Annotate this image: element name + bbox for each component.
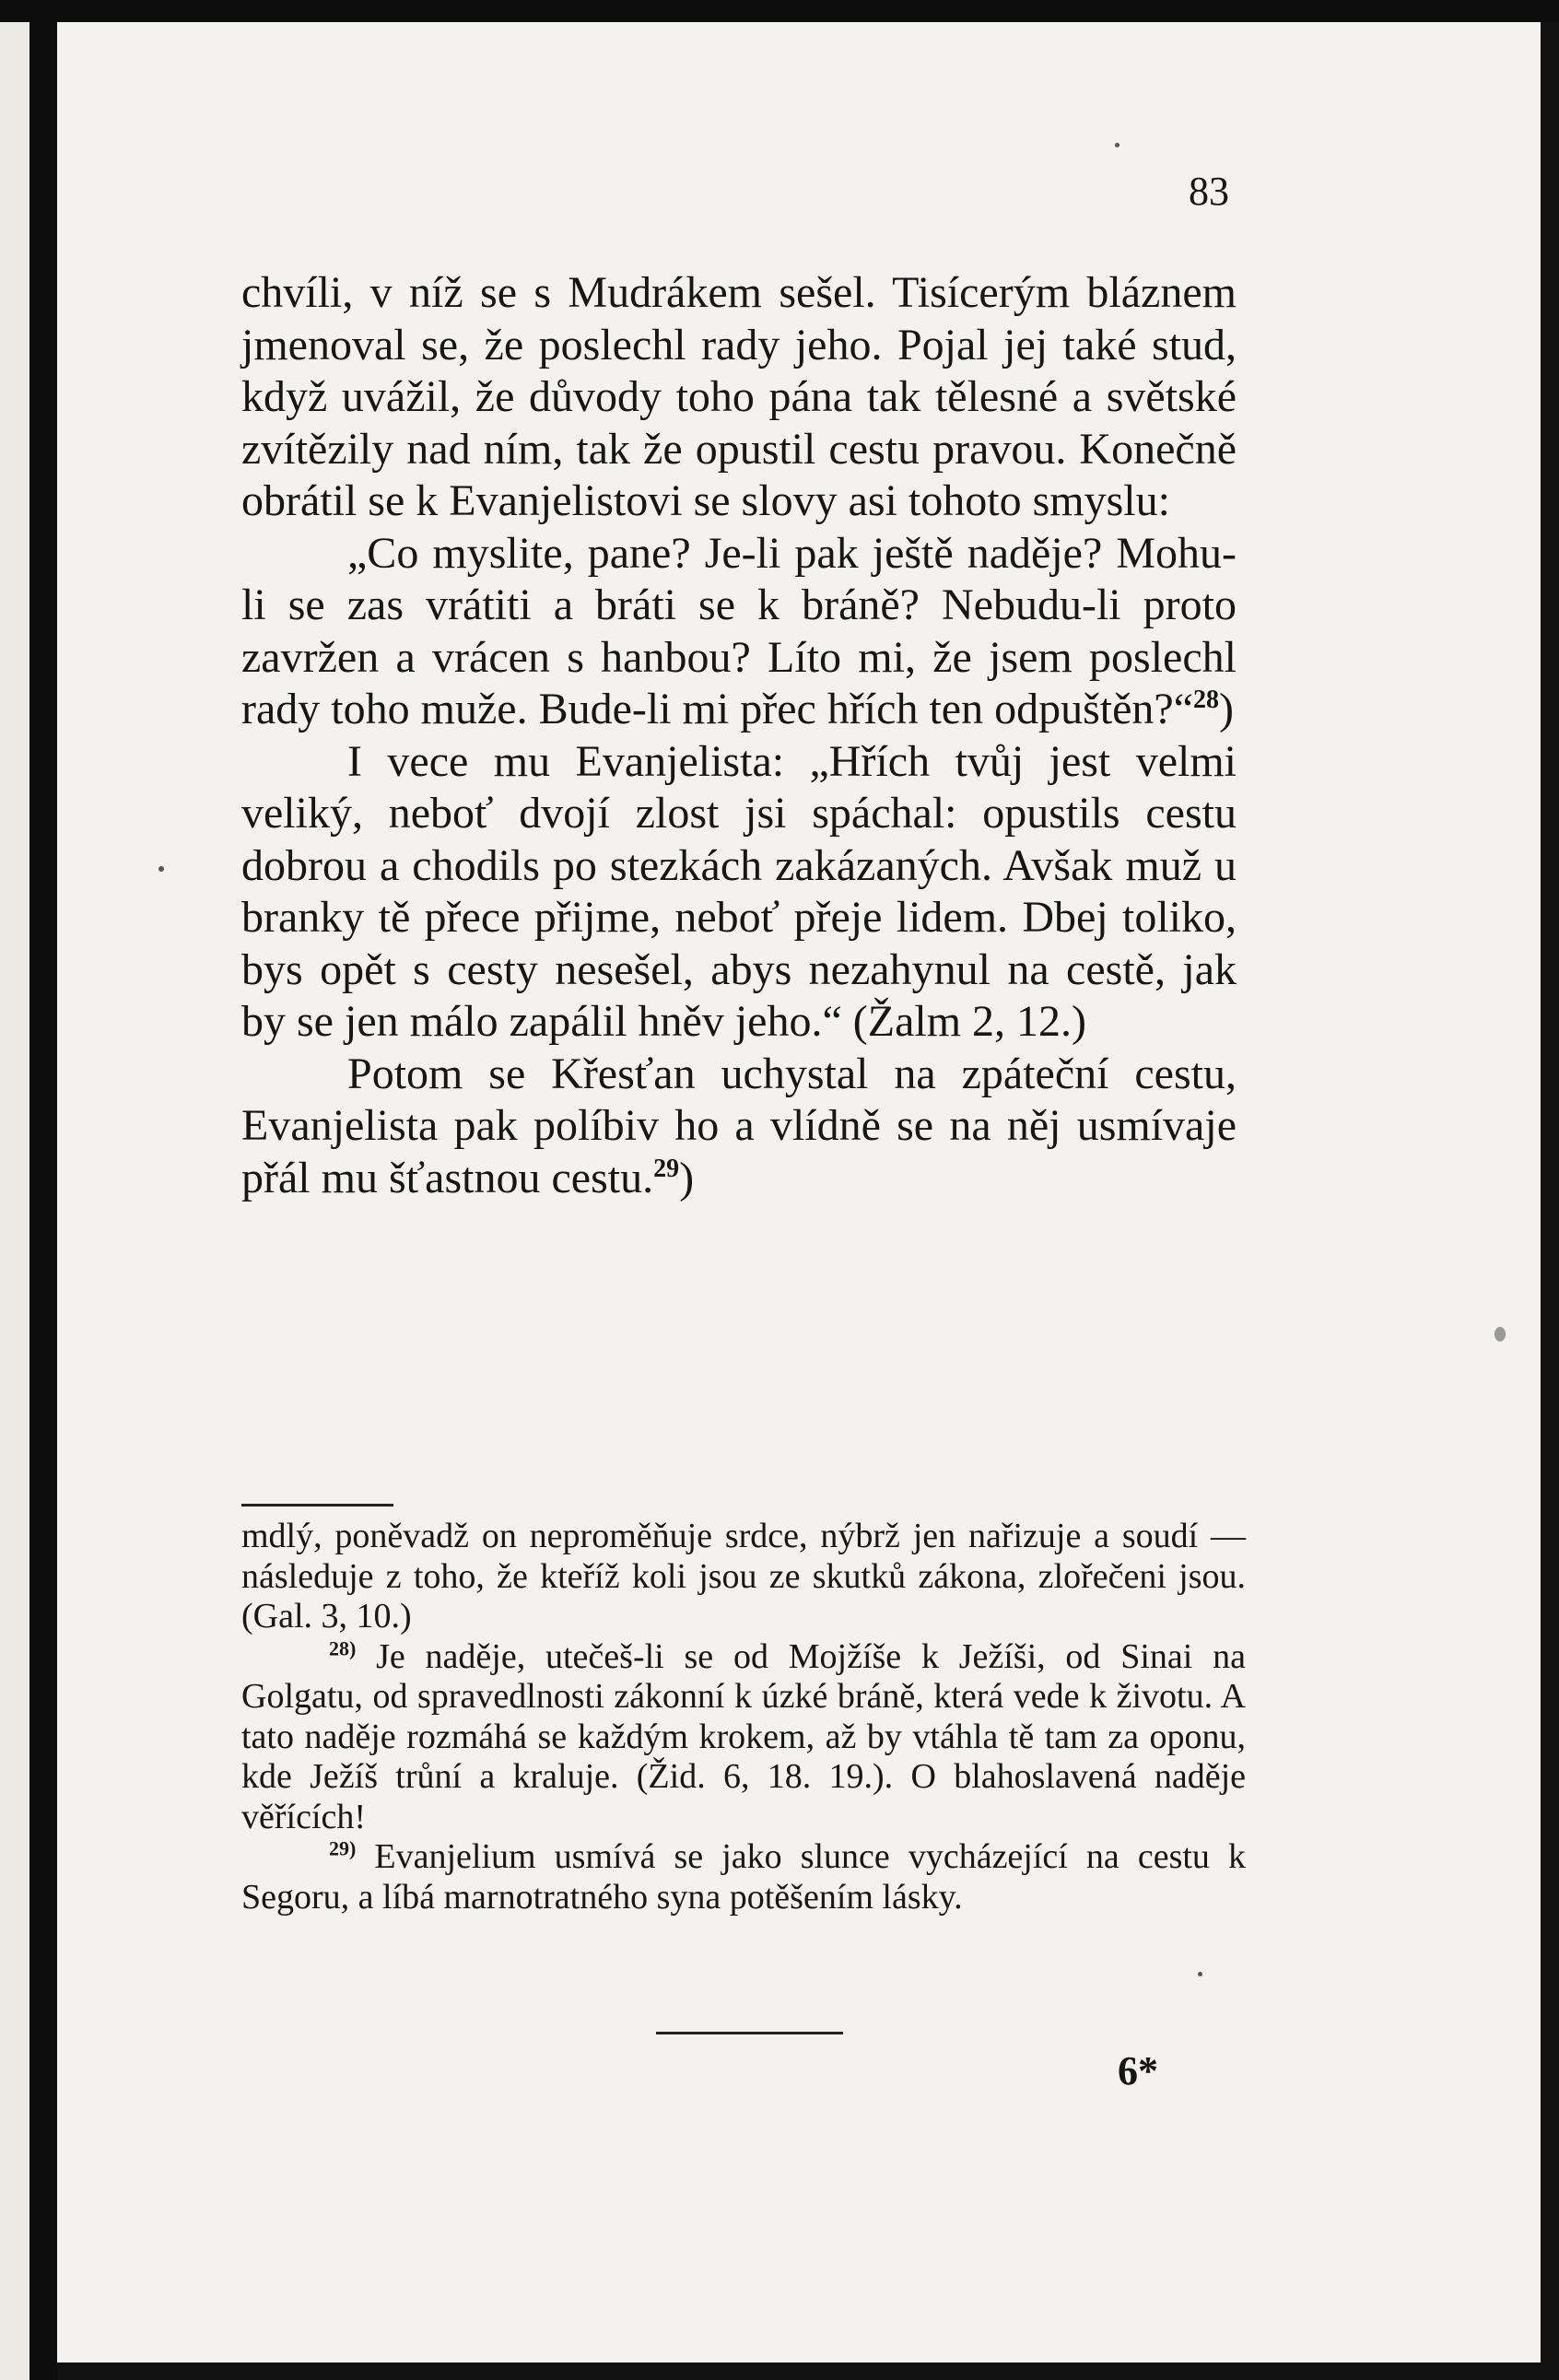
footnotes (241, 1517, 1246, 1917)
footnote-ref-29-paren: ) (679, 1153, 695, 1202)
footnote-ref-28-paren: ) (1219, 685, 1234, 733)
paper-speck (1198, 1972, 1202, 1976)
paragraph-4 (241, 1049, 1237, 1205)
footnote-ref-28: 28 (1193, 686, 1220, 714)
paragraph-2 (241, 528, 1237, 736)
footnote-separator (241, 1504, 393, 1507)
facing-page-edge (0, 0, 29, 2380)
footnote-28-marker: 28) (329, 1636, 357, 1659)
printer-signature-mark: 6* (1118, 2048, 1158, 2093)
main-text (241, 267, 1237, 1204)
footnote-29-text: Evanjelium usmívá se jako slunce vycházející na cestu k Segoru, a líbá marnotratného syna potěšením lásky. (241, 1837, 1246, 1917)
page-number: 83 (1189, 169, 1229, 214)
paper-speck (1115, 143, 1119, 147)
footnote-ref-29: 29 (653, 1154, 680, 1183)
paragraph-3: I vece mu Evanjelista: „Hřích tvůj jest velmi veliký, neboť dvojí zlost jsi spáchal: opustils cestu dobrou a chodils po stezkách zakázaných. Avšak muž u branky tě přece přijme, neboť přeje lidem. Dbej toliko, bys opět s cesty nesešel, abys nezahynul na cestě, jak by se jen málo zapálil hněv jeho.“ (Žalm 2, 12.) (241, 736, 1237, 1046)
footnote-28-text: Je naděje, utečeš-li se od Mojžíše k Ježíši, od Sinai na Golgatu, od spravedlnosti zákonní k úzké bráně, která vede k životu. A tato naděje rozmáhá se každým krokem, až by vtáhla tě tam za oponu, kde Ježíš trůní a kraluje. (Žid. 6, 18. 19.). O blahoslavená naděje věřících! (241, 1636, 1246, 1836)
paragraph-1: chvíli, v níž se s Mudrákem sešel. Tisícerým bláznem jmenoval se, že poslechl rady jeho. Pojal jej také stud, když uvážil, že důvody toho pána tak tělesné a světské zvítězily nad ním, tak že opustil cestu pravou. Konečně obrátil se k Evanjelistovi se slovy asi tohoto smyslu: (241, 268, 1237, 525)
paper-speck (1495, 1327, 1506, 1342)
bottom-rule (656, 2032, 843, 2034)
footnote-29-marker: 29) (329, 1836, 357, 1860)
paper-speck (158, 866, 164, 872)
footnote-28 (241, 1637, 1246, 1838)
top-scan-edge (0, 0, 1559, 22)
footnote-continuation: mdlý, poněvadž on neproměňuje srdce, nýbrž jen nařizuje a soudí — následuje z toho, že kteříž koli jsou ze skutků zákona, zlořečeni jsou. (Gal. 3, 10.) (241, 1517, 1246, 1636)
paragraph-4-text: Potom se Křesťan uchystal na zpáteční cestu, Evanjelista pak políbiv ho a vlídně se na něj usmívaje přál mu šťastnou cestu. (241, 1049, 1237, 1202)
paragraph-2-text: „Co myslite, pane? Je-li pak ještě naděje? Mohu-li se zas vrátiti a bráti se k bráně? Nebudu-li proto zavržen a vrácen s hanbou? Líto mi, že jsem poslechl rady toho muže. Bude-li mi přec hřích ten odpuštěn?“ (241, 528, 1237, 733)
footnote-29 (241, 1837, 1246, 1917)
binding-gutter (29, 0, 57, 2380)
